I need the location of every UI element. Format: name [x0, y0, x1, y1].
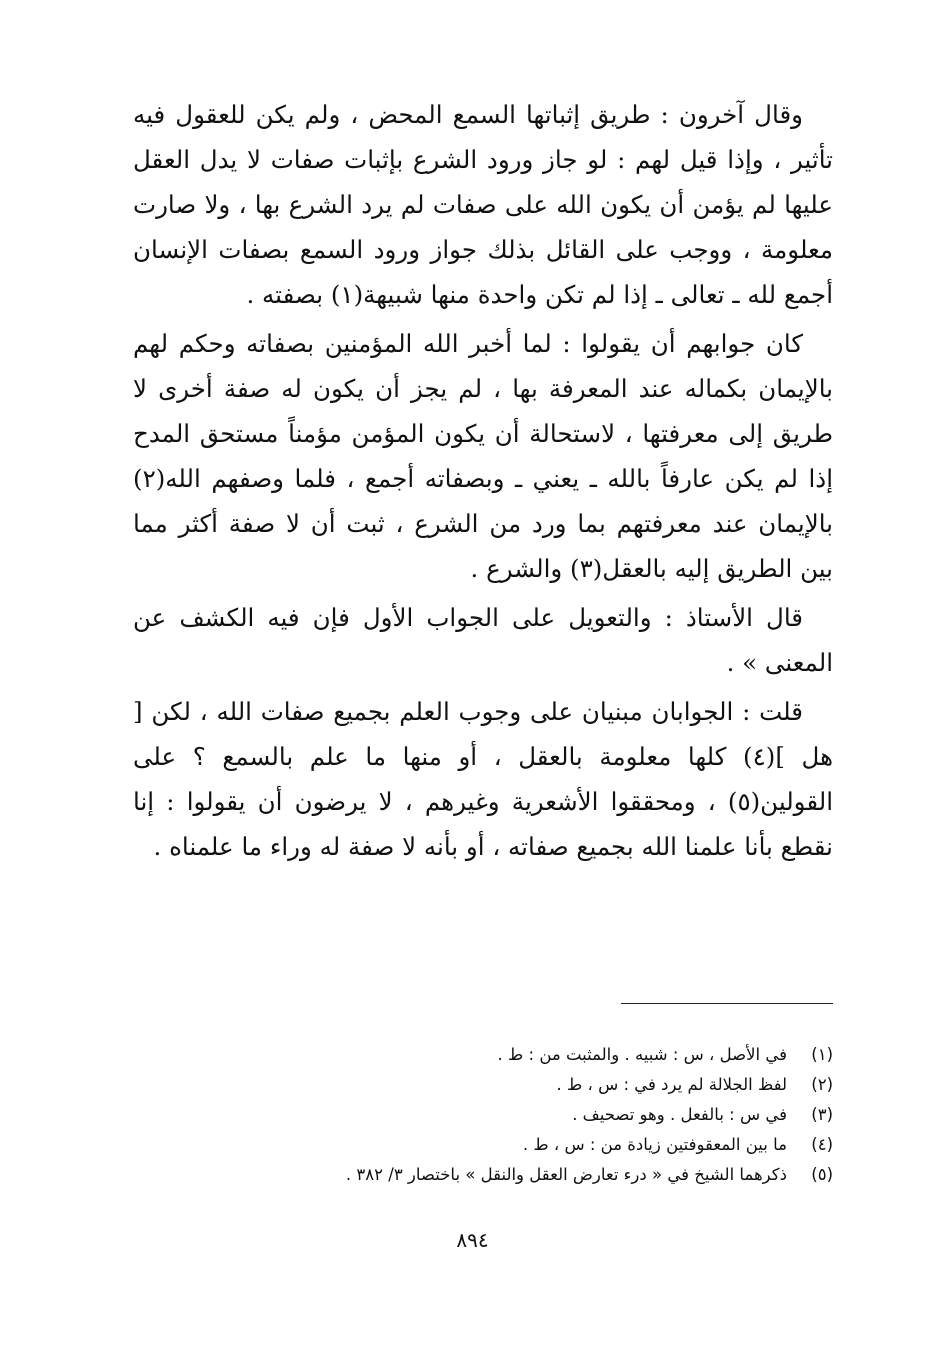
footnote-5: [133, 1160, 833, 1190]
footnote-number: (١): [811, 1045, 833, 1064]
footnote-number: (٥): [811, 1165, 833, 1184]
footnote-separator: [621, 1003, 833, 1004]
footnote-text: ما بين المعقوفتين زيادة من : س ، ط .: [522, 1135, 787, 1154]
footnote-3: [133, 1100, 833, 1130]
page-number: ٨٩٤: [456, 1228, 489, 1252]
footnote-number: (٣): [811, 1105, 833, 1124]
paragraph-4: قلت : الجوابان مبنيان على وجوب العلم بجميع صفات الله ، لكن [ هل ](٤) كلها معلومة بالعقل ، أو منها ما علم بالسمع ؟ على القولين(٥) ، ومحققوا الأشعرية وغيرهم ، لا يرضون أن يقولوا : إنا نقطع بأنا علمنا الله بجميع صفاته ، أو بأنه لا صفة له وراء ما علمناه .: [133, 697, 833, 861]
footnotes: [133, 1040, 833, 1190]
footnote-1: [133, 1040, 833, 1070]
paragraph-3: قال الأستاذ : والتعويل على الجواب الأول فإن فيه الكشف عن المعنى » .: [133, 603, 833, 677]
footnote-4: [133, 1130, 833, 1160]
footnote-text: في الأصل ، س : شبيه . والمثبت من : ط .: [497, 1045, 787, 1064]
footnote-text: لفظ الجلالة لم يرد في : س ، ط .: [556, 1075, 787, 1094]
paragraph-1: وقال آخرون : طريق إثباتها السمع المحض ، ولم يكن للعقول فيه تأثير ، وإذا قيل لهم : لو جاز ورود الشرع بإثبات صفات لا يدل العقل عليها لم يؤمن أن يكون الله على صفات لم يرد الشرع بها ، ولا صارت معلومة ، ووجب على القائل بذلك جواز ورود السمع بصفات الإنسان أجمع لله ـ تعالى ـ إذا لم تكن واحدة منها شبيهة(١) بصفته .: [133, 100, 833, 309]
footnote-text: في س : بالفعل . وهو تصحيف .: [572, 1105, 787, 1124]
footnote-text: ذكرهما الشيخ في « درء تعارض العقل والنقل » باختصار ٣/ ٣٨٢ .: [345, 1165, 787, 1184]
footnote-number: (٤): [811, 1135, 833, 1154]
paragraph-2: كان جوابهم أن يقولوا : لما أخبر الله المؤمنين بصفاته وحكم لهم بالإيمان بكماله عند المعرفة بها ، لم يجز أن يكون له صفة أخرى لا طريق إلى معرفتها ، لاستحالة أن يكون المؤمن مؤمناً مستحق المدح إذا لم يكن عارفاً بالله ـ يعني ـ وبصفاته أجمع ، فلما وصفهم الله(٢) بالإيمان عند معرفتهم بما ورد من الشرع ، ثبت أن لا صفة أكثر مما بين الطريق إليه بالعقل(٣) والشرع .: [133, 329, 833, 583]
footnote-number: (٢): [811, 1075, 833, 1094]
footnote-2: [133, 1070, 833, 1100]
main-text: [133, 92, 833, 873]
